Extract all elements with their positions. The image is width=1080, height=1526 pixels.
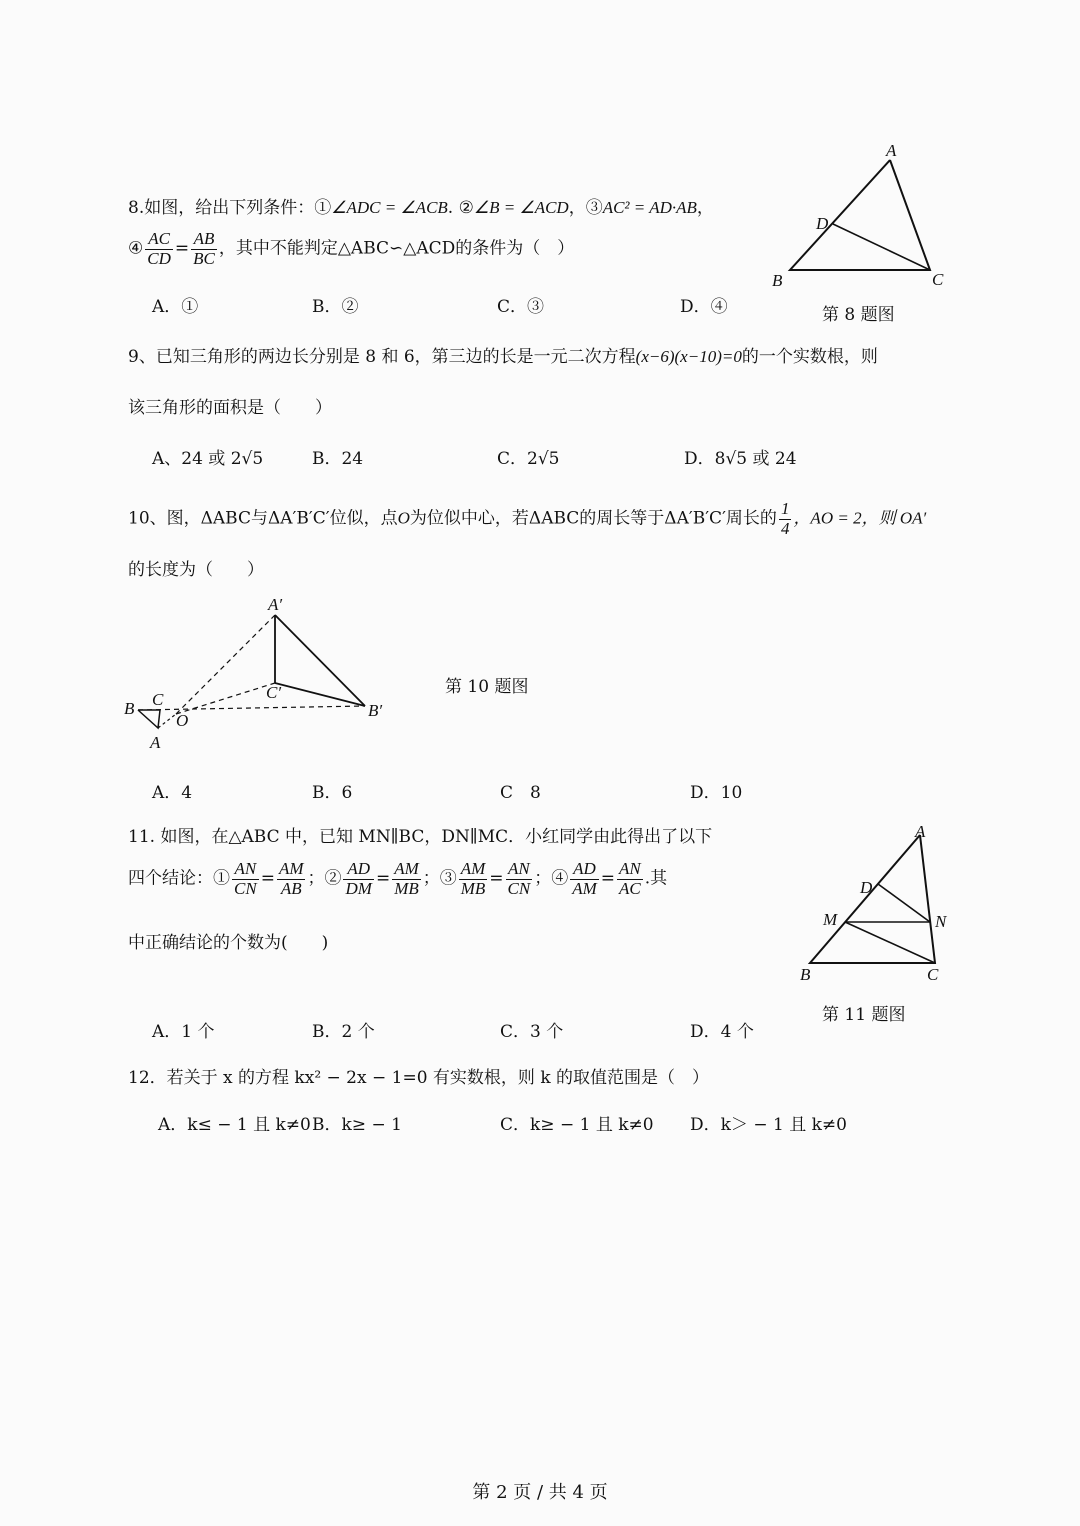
q8-label-c: C [932,270,944,289]
q10-label-c: C [152,690,164,709]
q11-label-d: D [860,878,873,897]
q10-figure [120,590,410,760]
q11-stem-line2: 四个结论：① $\frac{AN}{CN}$ = $\frac{AM}{AB}$ ；② $\frac{AD}{DM}$ = $\frac{AM}{MB}$ ；③ $\frac{AM}{MB}$ = $\frac{AN}{CN}$ ；④ $\frac{AD}{AM}$ = $\frac{AN}{AC}$ .其 [128,859,668,898]
q8-option-a: A．① [152,297,199,317]
q10-figure-caption: 第 10 题图 [445,677,529,697]
q11-segment-dn [878,884,930,922]
q11-figure-caption: 第 11 题图 [822,1005,906,1025]
q11-option-c: C．3 个 [500,1022,564,1042]
q10-stem-line2: 的长度为（ ） [128,560,264,580]
q10-label-o: O [176,711,189,730]
q8-label-a: A [886,141,897,160]
q8-fraction-ac-cd: $\frac{AC}{CD}$ [147,229,171,268]
q11-option-d: D．4 个 [690,1022,754,1042]
q8-figure [760,140,960,300]
q11-option-b: B．2 个 [312,1022,375,1042]
q9-equation: (x−6)(x−10)=0 [635,347,742,366]
q10-option-a: A．4 [152,783,193,803]
q8-figure-caption: 第 8 题图 [822,305,895,325]
q8-label-b: B [772,271,783,290]
q10-option-d: D．10 [690,783,743,803]
q10-label-c1: C′ [266,683,282,702]
q12-option-a: A．k≤ − 1 且 k≠0 [158,1115,311,1135]
page-number-footer: 第 2 页 / 共 4 页 [472,1482,608,1503]
q11-option-a: A．1 个 [152,1022,215,1042]
q9-option-a: A、24 或 2√5 [152,449,264,469]
q8-stem-line2: ④ $\frac{AC}{CD}$ = $\frac{AB}{BC}$ ，其中不能判定△ABC∽△ACD的条件为（ ） [128,229,575,268]
q12-stem: 12．若关于 x 的方程 kx² − 2x − 1=0 有实数根，则 k 的取值范围是（ ） [128,1068,710,1088]
q8-condition-2: ∠B = ∠ACD [473,198,569,217]
q11-label-b: B [800,965,811,984]
q12-option-c: C．k≥ − 1 且 k≠0 [500,1115,654,1135]
q10-option-c: C 8 [500,783,541,803]
q8-stem-line1: 8.如图，给出下列条件：①∠ADC = ∠ACB. ②∠B = ∠ACD，③AC² = AD·AB， [128,198,714,218]
q12-option-d: D．k＞ − 1 且 k≠0 [690,1115,847,1135]
q9-stem-line1: 9、已知三角形的两边长分别是 8 和 6，第三边的长是一元二次方程(x−6)(x−10)=0的一个实数根，则 [128,347,878,367]
q11-label-n: N [935,912,947,931]
q11-stem-line1: 11. 如图，在△ABC 中，已知 MN∥BC，DN∥MC．小红同学由此得出了以下 [128,827,713,847]
q8-option-d: D．④ [680,297,728,317]
q9-option-d: D．8√5 或 24 [684,449,797,469]
q8-option-c: C．③ [497,297,545,317]
q11-figure [790,815,960,990]
q11-label-a: A [915,822,926,841]
q10-fraction-one-quarter: $\frac{1}{4}$ [780,499,790,538]
q9-option-b: B．24 [312,449,364,469]
q8-option-b: B．② [312,297,359,317]
q8-condition-3: AC² = AD·AB [602,198,697,217]
q8-condition-1: ∠ADC = ∠ACB [331,198,448,217]
q11-stem-line3: 中正确结论的个数为( ) [128,933,329,953]
q10-label-a: A [150,733,161,752]
q8-label-d: D [816,214,829,233]
q11-segment-mc [845,922,935,963]
q9-stem-line2: 该三角形的面积是（ ） [128,398,332,418]
q12-option-b: B．k≥ − 1 [312,1115,402,1135]
q11-label-m: M [823,910,838,929]
q11-label-c: C [927,965,939,984]
q10-stem-line1: 10、图，ΔABC与ΔA′B′C′位似，点O为位似中心，若ΔABC的周长等于ΔA′B′C′周长的 $\frac{1}{4}$ ，AO = 2，则 OA′ [128,499,927,538]
q8-triangle [790,160,930,270]
q10-label-b1: B′ [368,701,383,720]
q10-label-b: B [124,699,135,718]
q10-label-a1: A′ [268,595,283,614]
q10-option-b: B．6 [312,783,353,803]
q9-option-c: C．2√5 [497,449,560,469]
q8-fraction-ab-bc: $\frac{AB}{BC}$ [193,229,215,268]
